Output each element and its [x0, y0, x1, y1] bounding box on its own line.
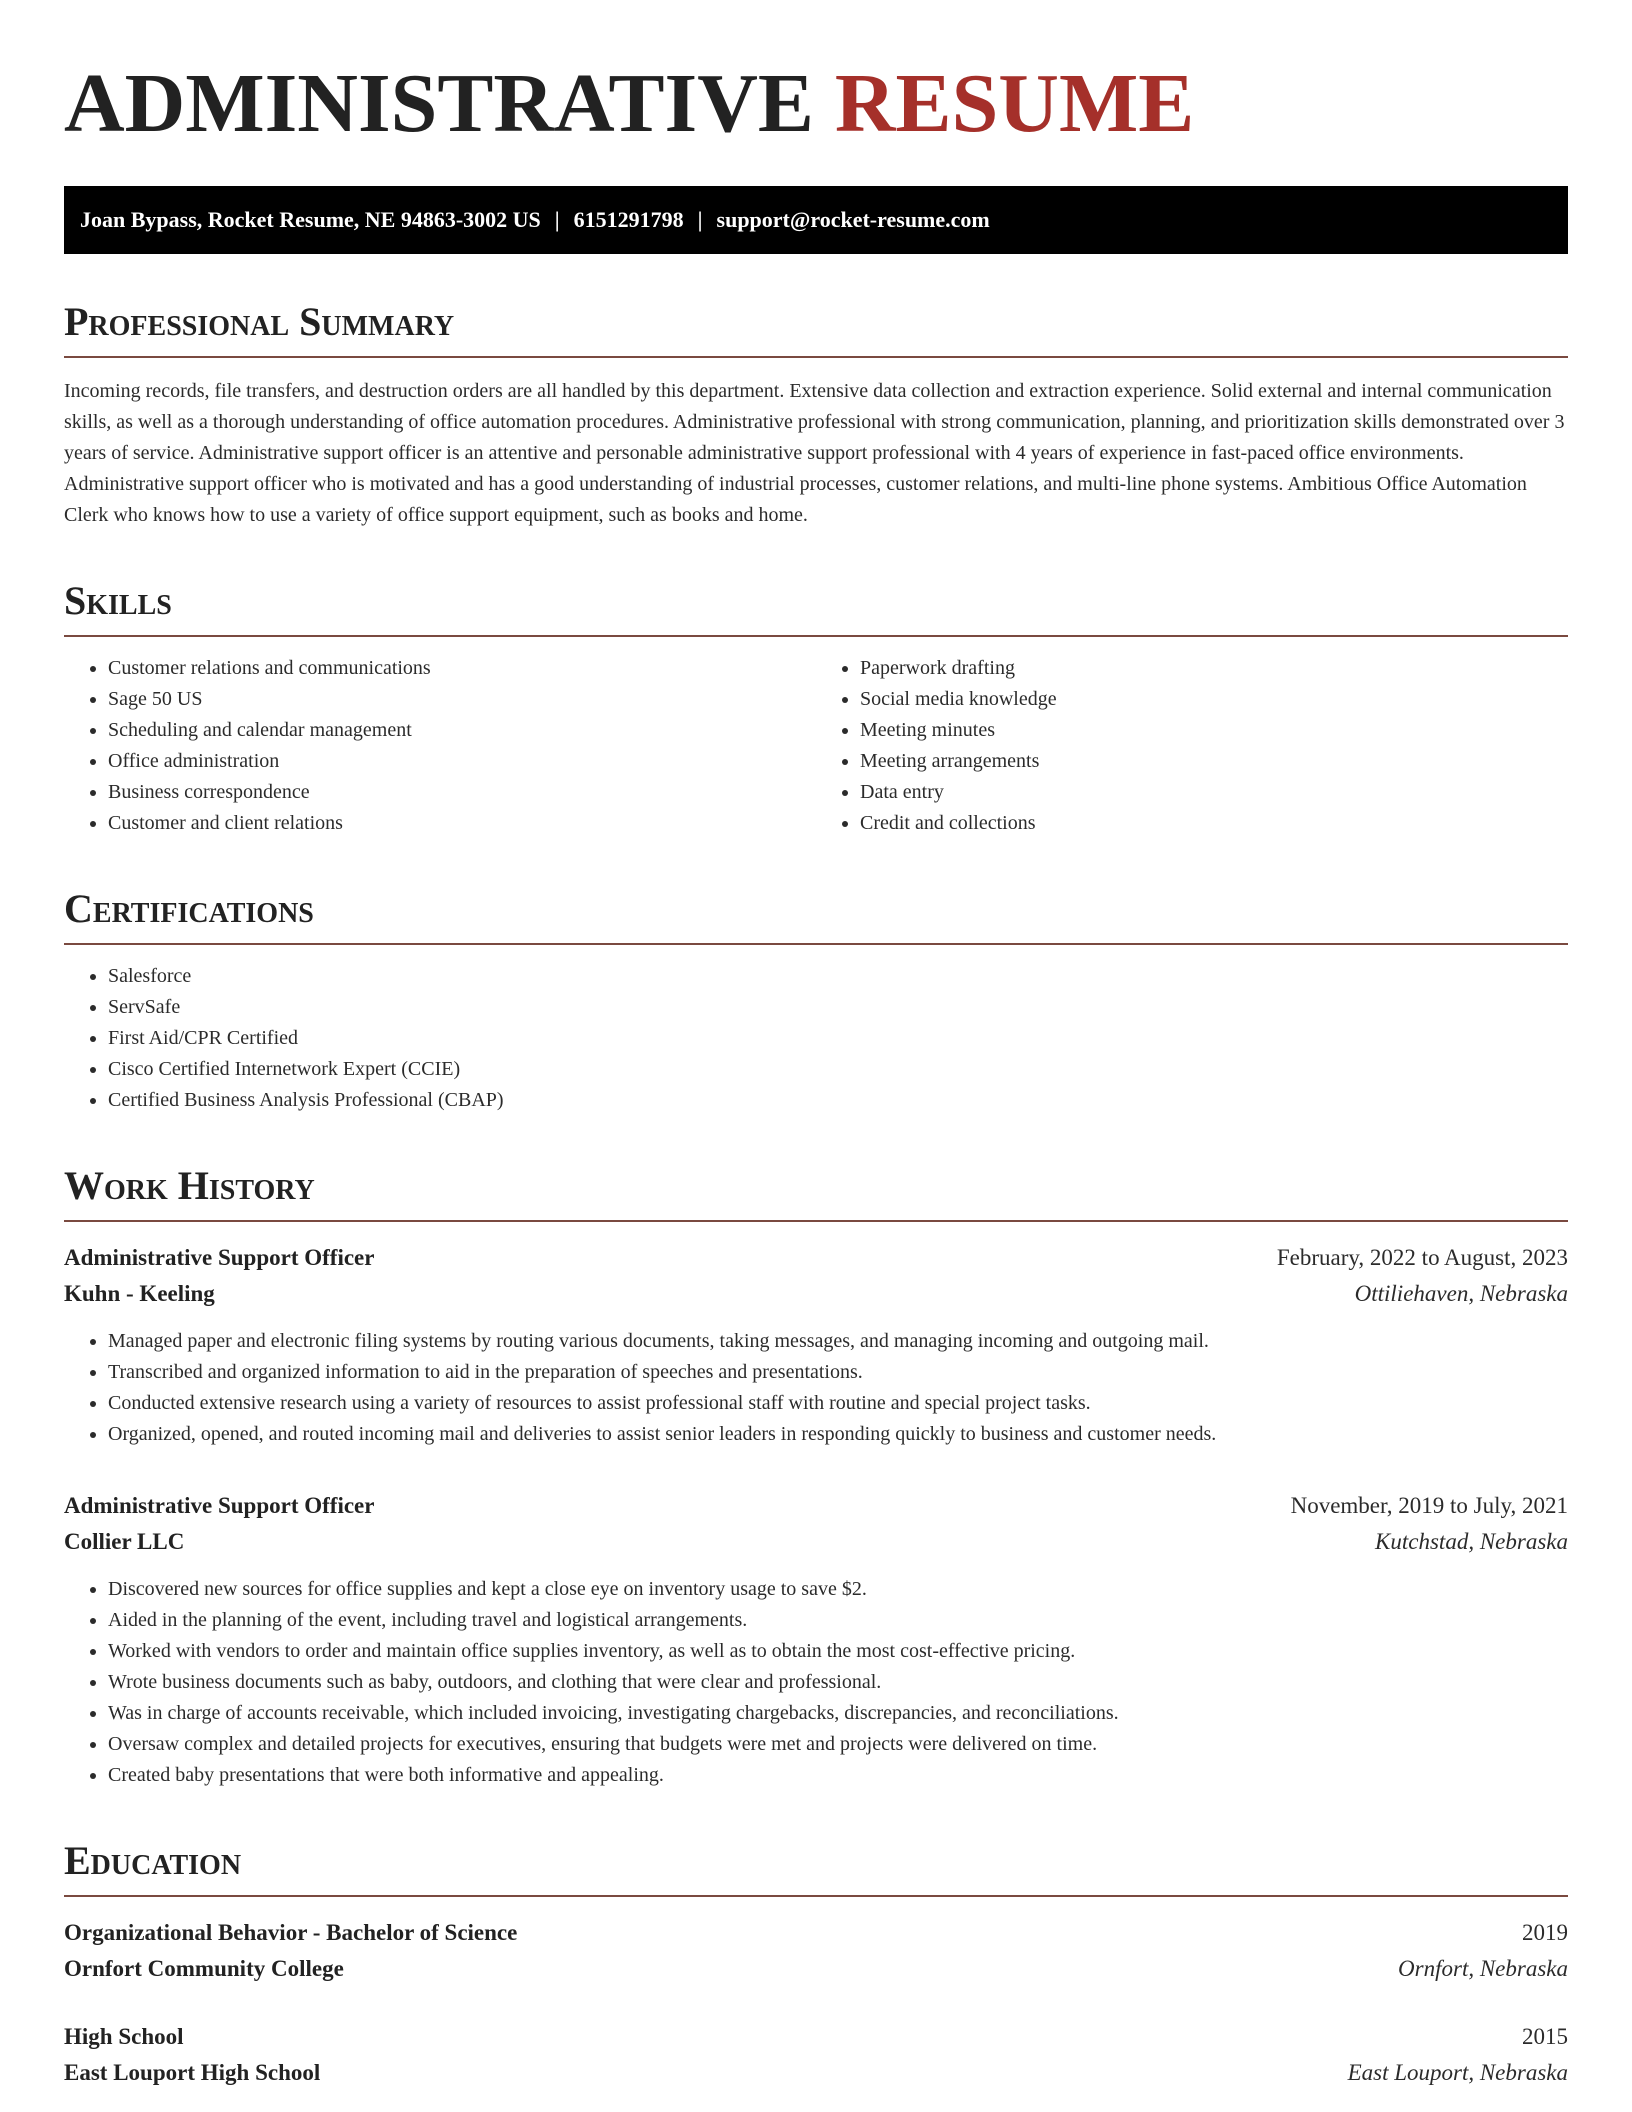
education-degree: Organizational Behavior - Bachelor of Science	[64, 1920, 518, 1945]
contact-phone: 6151291798	[573, 207, 684, 232]
job-duties-list	[64, 1574, 1568, 1791]
certification-item: • Certified Business Analysis Professional (CBAP)	[108, 1085, 1568, 1116]
education-location: East Louport, Nebraska	[1347, 2060, 1568, 2085]
job-duty: • Transcribed and organized information to aid in the preparation of speeches and presentations.	[108, 1357, 1568, 1388]
skill-item: • Scheduling and calendar management	[108, 715, 816, 746]
title-main: ADMINISTRATIVE	[64, 57, 814, 150]
section-heading: Certifications	[64, 885, 1568, 945]
skill-item: • Office administration	[108, 746, 816, 777]
job-duty: • Oversaw complex and detailed projects for executives, ensuring that budgets were met and projects were delivered on time.	[108, 1729, 1568, 1760]
skill-item: • Sage 50 US	[108, 684, 816, 715]
job-duty: • Was in charge of accounts receivable, which included invoicing, investigating chargebacks, discrepancies, and reconciliations.	[108, 1698, 1568, 1729]
job-dates: November, 2019 to July, 2021	[1290, 1493, 1568, 1518]
job-company: Kuhn - Keeling	[64, 1281, 215, 1306]
job-entry	[64, 1240, 1568, 1450]
skills-section	[64, 577, 1568, 839]
education-entry	[64, 1915, 1568, 1987]
education-degree-row	[64, 2019, 1568, 2055]
section-heading: Professional Summary	[64, 298, 1568, 358]
skill-item: • Social media knowledge	[860, 684, 1568, 715]
education-school-row	[64, 2055, 1568, 2091]
job-dates: February, 2022 to August, 2023	[1276, 1245, 1568, 1270]
resume-title	[64, 56, 1568, 152]
job-duty: • Conducted extensive research using a variety of resources to assist professional staff with routine and special project tasks.	[108, 1388, 1568, 1419]
contact-separator: |	[697, 207, 703, 232]
education-degree: High School	[64, 2024, 184, 2049]
skill-item: • Data entry	[860, 777, 1568, 808]
job-duty: • Aided in the planning of the event, including travel and logistical arrangements.	[108, 1605, 1568, 1636]
certification-item: • ServSafe	[108, 992, 1568, 1023]
job-location: Kutchstad, Nebraska	[1375, 1529, 1568, 1554]
skill-item: • Customer and client relations	[108, 808, 816, 839]
title-accent: RESUME	[834, 57, 1195, 150]
skill-item: • Meeting arrangements	[860, 746, 1568, 777]
skill-item: • Business correspondence	[108, 777, 816, 808]
summary-text: Incoming records, file transfers, and destruction orders are all handled by this department. Extensive data collection and extraction experience. Solid external and internal communication skills, as well as a thorough understanding of office automation procedures. Administrative professional with strong communication, planning, and prioritization skills demonstrated over 3 years of service. Administrative support officer is an attentive and personable administrative support professional with 4 years of experience in fast-paced office environments. Administrative support officer who is motivated and has a good understanding of industrial processes, customer relations, and multi-line phone systems. Ambitious Office Automation Clerk who knows how to use a variety of office support equipment, such as books and home.	[64, 380, 1565, 526]
contact-email: support@rocket-resume.com	[716, 207, 990, 232]
job-duty: • Discovered new sources for office supplies and kept a close eye on inventory usage to save $2.	[108, 1574, 1568, 1605]
skills-list-left	[64, 653, 816, 839]
skill-item: • Meeting minutes	[860, 715, 1568, 746]
skills-list-right	[816, 653, 1568, 839]
job-company-row	[64, 1276, 1568, 1312]
skills-grid	[64, 653, 1568, 839]
section-heading: Skills	[64, 577, 1568, 637]
certifications-section	[64, 885, 1568, 1116]
professional-summary-section	[64, 298, 1568, 531]
job-duty: • Worked with vendors to order and maintain office supplies inventory, as well as to obtain the most cost-effective pricing.	[108, 1636, 1568, 1667]
contact-address: Joan Bypass, Rocket Resume, NE 94863-3002 US	[80, 207, 541, 232]
education-entry	[64, 2019, 1568, 2091]
contact-bar	[64, 186, 1568, 254]
education-school: East Louport High School	[64, 2060, 321, 2085]
certification-item: • Cisco Certified Internetwork Expert (CCIE)	[108, 1054, 1568, 1085]
contact-separator: |	[554, 207, 560, 232]
job-duty: • Wrote business documents such as baby, outdoors, and clothing that were clear and professional.	[108, 1667, 1568, 1698]
certifications-list	[64, 961, 1568, 1116]
job-header-row	[64, 1488, 1568, 1524]
education-location: Ornfort, Nebraska	[1398, 1956, 1568, 1981]
skill-item: • Credit and collections	[860, 808, 1568, 839]
skill-item: • Customer relations and communications	[108, 653, 816, 684]
certification-item: • First Aid/CPR Certified	[108, 1023, 1568, 1054]
education-school: Ornfort Community College	[64, 1956, 344, 1981]
job-header-row	[64, 1240, 1568, 1276]
job-title: Administrative Support Officer	[64, 1493, 375, 1518]
section-heading: Work History	[64, 1162, 1568, 1222]
section-heading: Education	[64, 1837, 1568, 1897]
education-year: 2015	[1522, 2024, 1568, 2049]
skill-item: • Paperwork drafting	[860, 653, 1568, 684]
job-entry	[64, 1488, 1568, 1791]
education-year: 2019	[1522, 1920, 1568, 1945]
job-title: Administrative Support Officer	[64, 1245, 375, 1270]
job-location: Ottiliehaven, Nebraska	[1354, 1281, 1568, 1306]
education-degree-row	[64, 1915, 1568, 1951]
job-duty: • Organized, opened, and routed incoming mail and deliveries to assist senior leaders in responding quickly to business and customer needs.	[108, 1419, 1568, 1450]
job-duty: • Managed paper and electronic filing systems by routing various documents, taking messages, and managing incoming and outgoing mail.	[108, 1326, 1568, 1357]
education-section	[64, 1837, 1568, 2091]
job-company: Collier LLC	[64, 1529, 185, 1554]
work-history-section	[64, 1162, 1568, 1791]
certification-item: • Salesforce	[108, 961, 1568, 992]
education-school-row	[64, 1951, 1568, 1987]
job-duties-list	[64, 1326, 1568, 1450]
job-duty: • Created baby presentations that were both informative and appealing.	[108, 1760, 1568, 1791]
job-company-row	[64, 1524, 1568, 1560]
